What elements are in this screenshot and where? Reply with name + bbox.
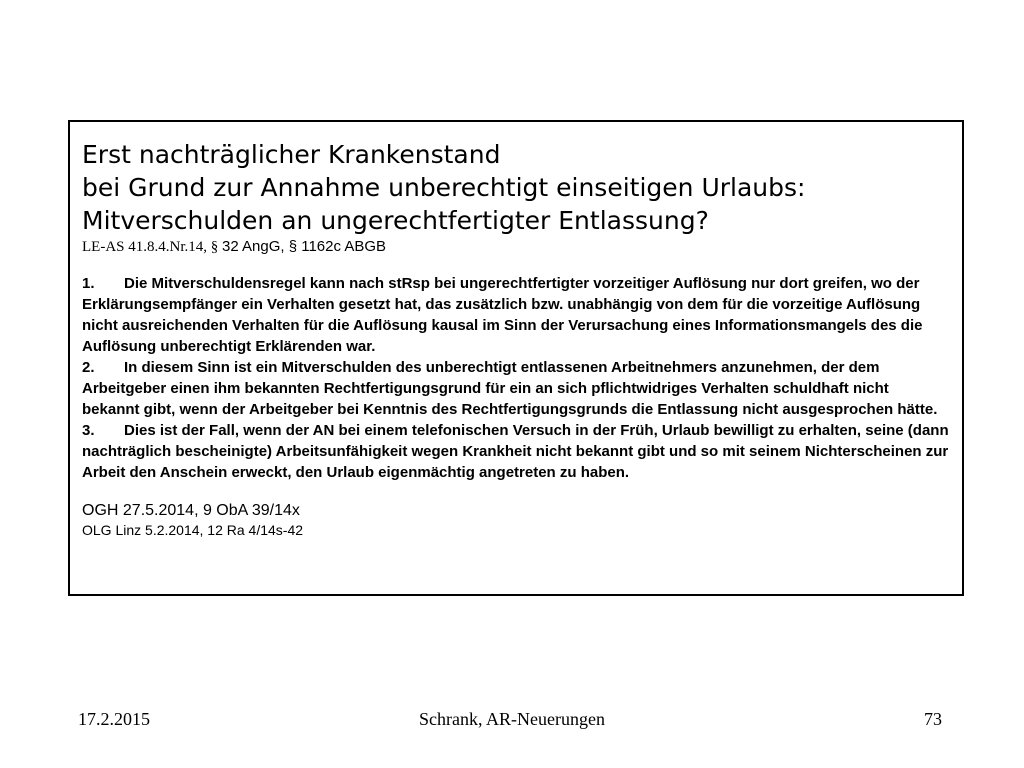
paragraph-text: In diesem Sinn ist ein Mitverschulden des unberechtigt entlassenen Arbeitnehmers anzunehmen, der dem Arbeitgeber einen ihm bekannten Rechtfertigungsgrund für ein an sich pflichtwidriges Verhalten schuldhaft nicht bekannt gibt, wenn der Arbeitgeber bei Kenntnis des Rechtfertigungsgrunds die Entlassung nicht ausgesprochen hätte. — [82, 359, 938, 418]
court-citation-ogh: OGH 27.5.2014, 9 ObA 39/14x — [82, 502, 300, 519]
paragraph-text: Die Mitverschuldensregel kann nach stRsp bei ungerechtfertigter vorzeitiger Auflösung nur dort greifen, wo der Erklärungsempfänger ein Verhalten gesetzt hat, das zusätzlich bzw. unabhängig von dem für die vorzeitige Auflösung nicht ausreichenden Verhalten für die Auflösung kausal im Sinn der Verursachung eines Informationsmangels des die Auflösung unberechtigt Erklärenden war. — [82, 275, 923, 355]
footer-date: 17.2.2015 — [78, 709, 150, 729]
paragraph-text: Dies ist der Fall, wenn der AN bei einem telefonischen Versuch in der Früh, Urlaub bewilligt zu erhalten, seine (dann nachträglich bescheinigte) Arbeitsunfähigkeit wegen Krankheit nicht bekannt gibt und so mit seinem Nichterscheinen zur Arbeit den Anschein erweckt, den Urlaub eigenmächtig angetreten zu haben. — [82, 422, 949, 481]
reference-suffix: 32 AngG, § 1162c ABGB — [222, 238, 387, 255]
reference-prefix: LE-AS 41.8.4.Nr.14, § — [82, 239, 222, 255]
title-line-3: Mitverschulden an ungerechtfertigter Entlassung? — [82, 206, 709, 235]
content-box — [68, 120, 964, 596]
paragraph-number: 1. — [82, 275, 95, 292]
footer-page-number: 73 — [924, 709, 942, 729]
paragraph-number: 3. — [82, 422, 95, 439]
court-citation-olg: OLG Linz 5.2.2014, 12 Ra 4/14s-42 — [82, 522, 304, 538]
paragraph-number: 2. — [82, 359, 95, 376]
footer-title: Schrank, AR-Neuerungen — [419, 709, 605, 729]
legal-reference — [82, 237, 950, 257]
title-line-2: bei Grund zur Annahme unberechtigt einseitigen Urlaubs: — [82, 173, 806, 202]
paragraph-1 — [82, 273, 950, 357]
title-line-1: Erst nachträglicher Krankenstand — [82, 140, 501, 169]
paragraph-3 — [82, 420, 950, 483]
paragraph-2 — [82, 357, 950, 420]
